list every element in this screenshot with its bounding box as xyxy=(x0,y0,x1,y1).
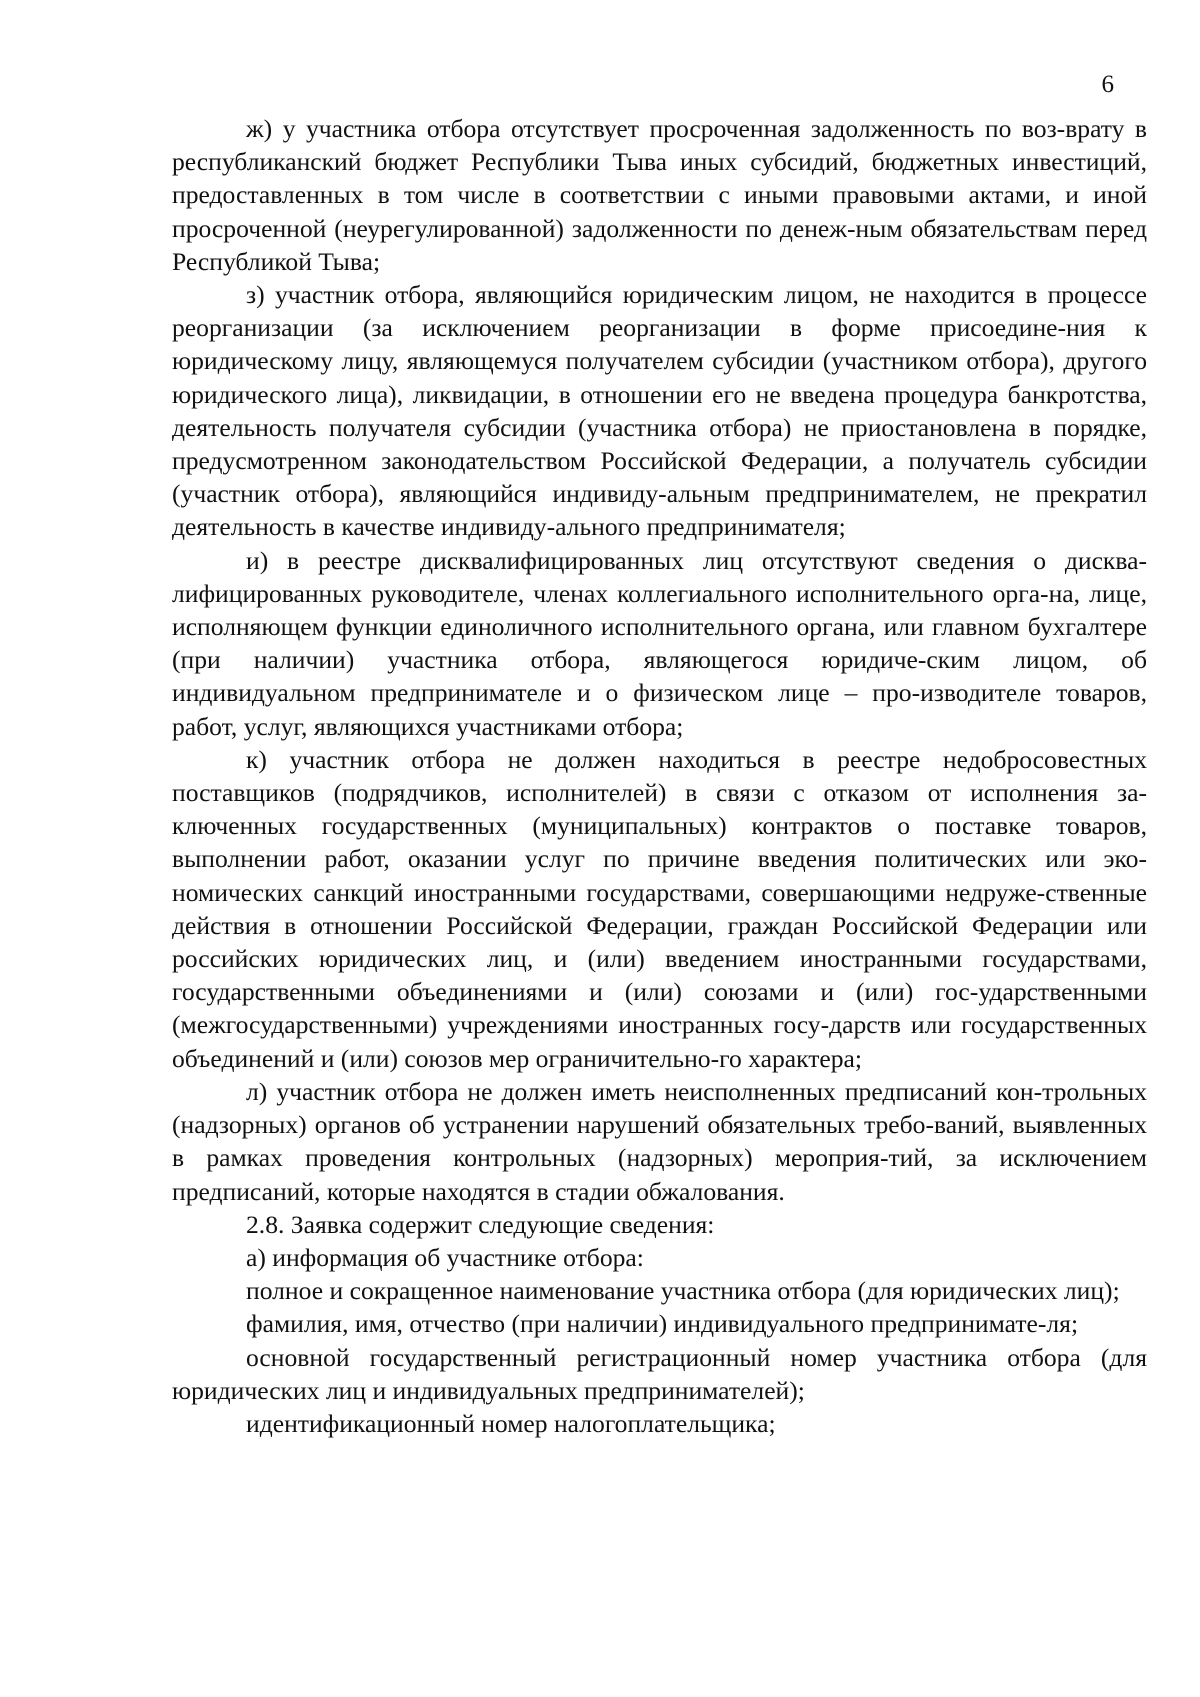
paragraph-ogrn: основной государственный регистрационный номер участника отбора (для юридических лиц и индивидуальных предпринимателей); xyxy=(172,1342,1147,1405)
document-body xyxy=(172,112,1147,1440)
paragraph-inn: идентификационный номер налогоплательщика; xyxy=(246,1408,776,1438)
paragraph-zh: ж) у участника отбора отсутствует просроченная задолженность по воз-врату в республиканский бюджет Республики Тыва иных субсидий, бюджетных инвестиций, предоставленных в том числе в соответствии с иными правовыми актами, и иной просроченной (неурегулированной) задолженности по денеж-ным обязательствам перед Республикой Тыва; xyxy=(172,114,1147,276)
paragraph-fio: фамилия, имя, отчество (при наличии) индивидуального предпринимате-ля; xyxy=(246,1309,1079,1339)
paragraph-l: л) участник отбора не должен иметь неисполненных предписаний кон-трольных (надзорных) органов об устранении нарушений обязательных требо-ваний, выявленных в рамках проведения контрольных (надзорных) мероприя-тий, за исключением предписаний, которые находятся в стадии обжалования. xyxy=(172,1076,1147,1206)
paragraph-k: к) участник отбора не должен находиться в реестре недобросовестных поставщиков (подрядчиков, исполнителей) в связи с отказом от исполнения за-ключенных государственных (муниципальных) контрактов о поставке товаров, выполнении работ, оказании услуг по причине введения политических или эко-номических санкций иностранными государствами, совершающими недруже-ственные действия в отношении Российской Федерации, граждан Российской Федерации или российских юридических лиц, и (или) введением иностранными государствами, государственными объединениями и (или) союзами и (или) гос-ударственными (межгосударственными) учреждениями иностранных госу-дарств или государственных объединений и (или) союзов мер ограничительно-го характера; xyxy=(172,744,1147,1073)
paragraph-a: а) информация об участнике отбора: xyxy=(246,1242,644,1272)
page-number: 6 xyxy=(1101,71,1114,98)
paragraph-i: и) в реестре дисквалифицированных лиц отсутствуют сведения о дисква-лифицированных руководителе, членах коллегиального исполнительного орга-на, лице, исполняющем функции единоличного исполнительного органа, или главном бухгалтере (при наличии) участника отбора, являющегося юридиче-ским лицом, об индивидуальном предпринимателе и о физическом лице – про-изводителе товаров, работ, услуг, являющихся участниками отбора; xyxy=(172,545,1147,741)
paragraph-2-8: 2.8. Заявка содержит следующие сведения: xyxy=(246,1209,715,1239)
paragraph-z: з) участник отбора, являющийся юридическим лицом, не находится в процессе реорганизации (за исключением реорганизации в форме присоедине-ния к юридическому лицу, являющемуся получателем субсидии (участником отбора), другого юридического лица), ликвидации, в отношении его не введена процедура банкротства, деятельность получателя субсидии (участника отбора) не приостановлена в порядке, предусмотренном законодательством Российской Федерации, а получатель субсидии (участник отбора), являющийся индивиду-альным предпринимателем, не прекратил деятельность в качестве индивиду-ального предпринимателя; xyxy=(172,280,1147,542)
paragraph-full-name: полное и сокращенное наименование участника отбора (для юридических лиц); xyxy=(246,1276,1120,1306)
